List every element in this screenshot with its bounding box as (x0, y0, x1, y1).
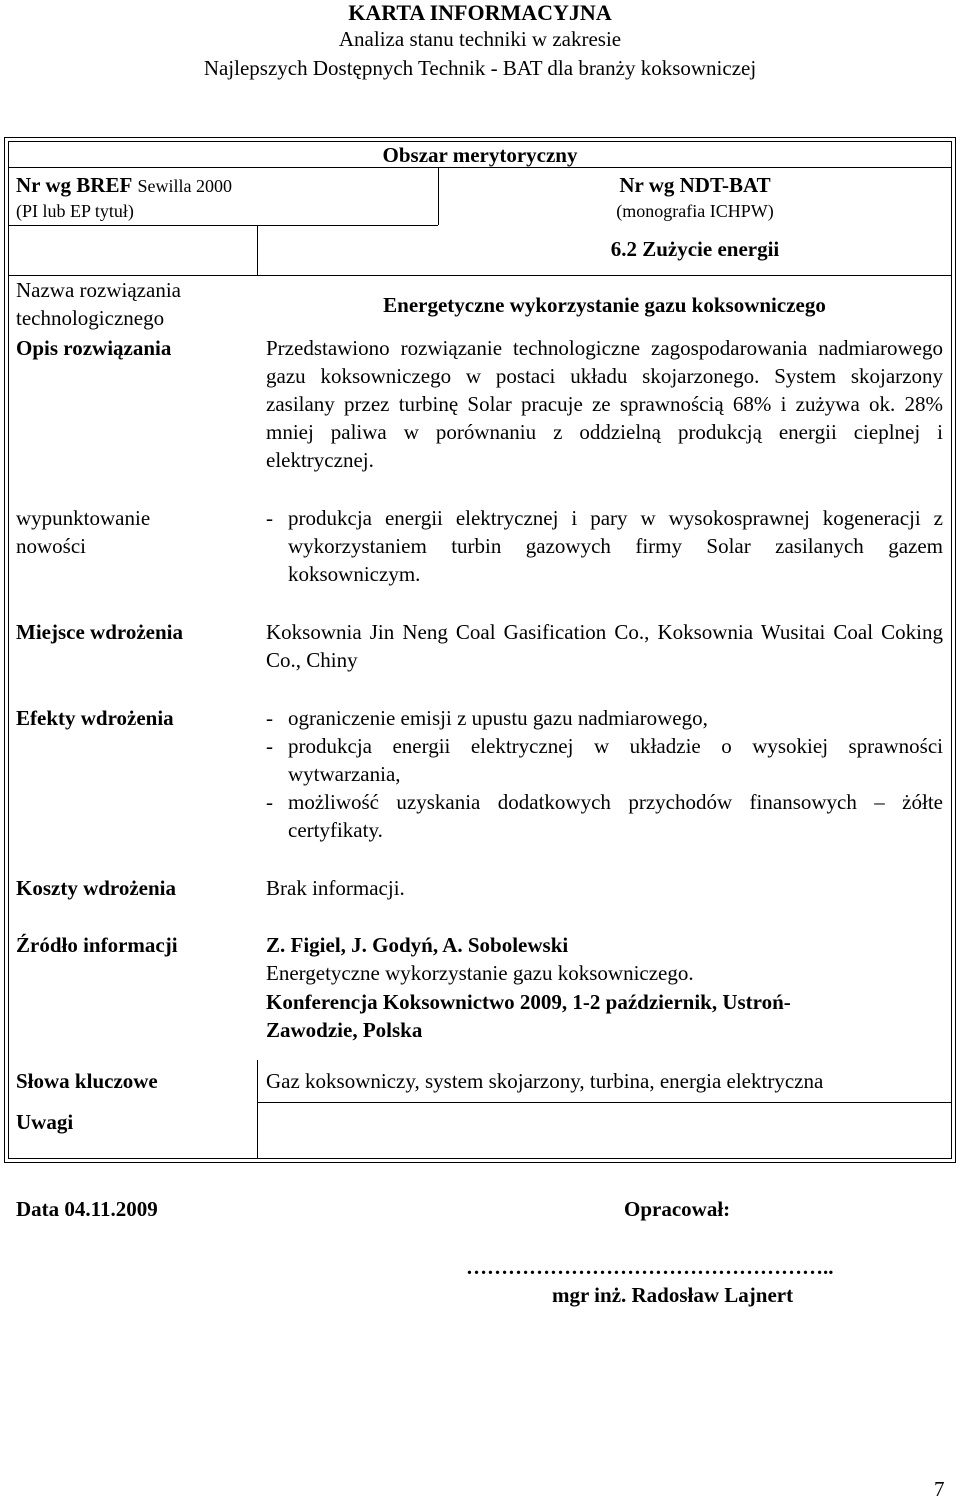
cost-value: Brak informacji. (266, 876, 405, 900)
novelty-label-2: nowości (16, 534, 86, 558)
notes-label: Uwagi (16, 1110, 74, 1134)
divider (257, 1102, 952, 1103)
effects-item: - produkcja energii elektrycznej w układzie o wysokiej sprawności wytwarzania, (266, 732, 943, 788)
effects-label: Efekty wdrożenia (16, 706, 174, 730)
place-value: Koksownia Jin Neng Coal Gasification Co., Koksownia Wusitai Coal Coking Co., Chiny (266, 620, 943, 672)
source-authors: Z. Figiel, J. Godyń, A. Sobolewski (266, 933, 569, 957)
page-number: 7 (934, 1477, 945, 1501)
name-label-2: technologicznego (16, 306, 165, 330)
cost-label: Koszty wdrożenia (16, 876, 177, 900)
effects-item: - możliwość uzyskania dodatkowych przychodów finansowych – żółte certyfikaty. (266, 788, 943, 844)
name-label: Nazwa rozwiązania (16, 278, 181, 302)
source-title: Energetyczne wykorzystanie gazu koksowniczego. (266, 961, 694, 985)
signature-line: …………………………………………….. (466, 1255, 834, 1279)
footer-author-name: mgr inż. Radosław Lajnert (552, 1283, 794, 1307)
bref-sub: (PI lub EP tytuł) (16, 201, 134, 221)
novelty-item: - produkcja energii elektrycznej i pary w wysokosprawnej kogeneracji z wykorzystaniem turbin gazowych firmy Solar zasilanych gazem koksowniczym. (266, 504, 943, 588)
source-conference-2: Zawodzie, Polska (266, 1018, 423, 1042)
divider (8, 225, 438, 226)
card-title: KARTA INFORMACYJNA (348, 0, 612, 25)
place-label: Miejsce wdrożenia (16, 620, 183, 644)
desc-label: Opis rozwiązania (16, 336, 172, 360)
divider (257, 225, 258, 275)
ndt-label: Nr wg NDT-BAT (619, 173, 771, 197)
ndt-value: 6.2 Zużycie energii (610, 237, 780, 261)
keywords-value: Gaz koksowniczy, system skojarzony, turbina, energia elektryczna (266, 1069, 824, 1093)
bref-label: Nr wg BREF Sewilla 2000 (16, 173, 233, 197)
novelty-label: wypunktowanie (16, 506, 151, 530)
desc-value: Przedstawiono rozwiązanie technologiczne zagospodarowania nadmiarowego gazu koksowniczego w postaci układu skojarzonego. System skojarzony zasilany przez turbinę Solar pracuje ze sprawnością 68% i zużywa ok. 28% mniej paliwa w porównaniu z oddzielną produkcją energii cieplnej i elektrycznej. (266, 336, 943, 472)
effects-item: - ograniczenie emisji z upustu gazu nadmiarowego, (266, 704, 943, 732)
source-label: Źródło informacji (16, 933, 178, 957)
ndt-sub: (monografia ICHPW) (616, 201, 774, 221)
footer-author-label: Opracował: (624, 1197, 731, 1221)
card-subtitle: Analiza stanu techniki w zakresie (338, 27, 622, 51)
footer-date: Data 04.11.2009 (16, 1197, 158, 1221)
area-header: Obszar merytoryczny (382, 143, 578, 167)
card-subtitle-2: Najlepszych Dostępnych Technik - BAT dla branży koksowniczej (203, 56, 757, 80)
name-value: Energetyczne wykorzystanie gazu koksowniczego (383, 293, 826, 317)
divider (257, 1060, 258, 1159)
keywords-label: Słowa kluczowe (16, 1069, 158, 1093)
effects-list (266, 704, 943, 844)
source-conference: Konferencja Koksownictwo 2009, 1-2 październik, Ustroń- (266, 990, 791, 1014)
